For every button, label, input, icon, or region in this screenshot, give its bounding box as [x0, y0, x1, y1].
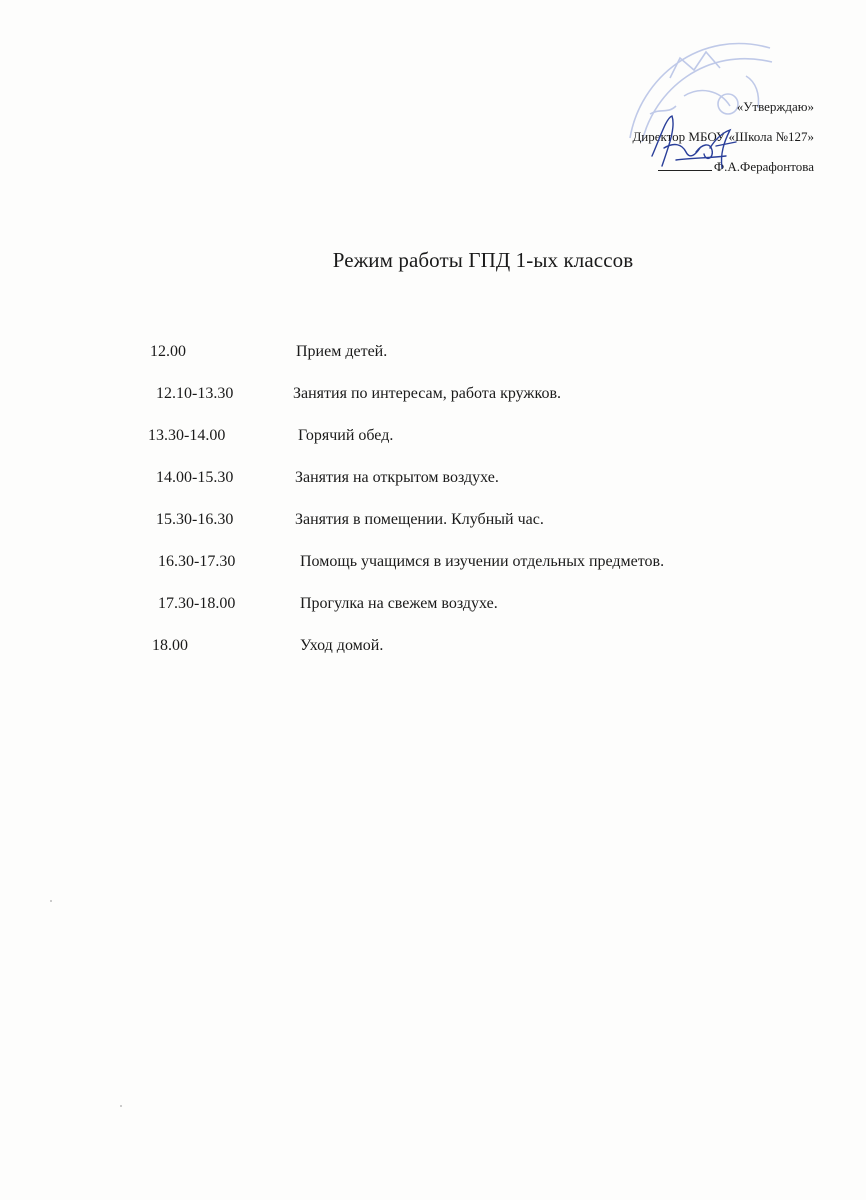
schedule-time: 12.00	[150, 343, 186, 360]
scan-speck	[50, 900, 52, 902]
schedule-activity: Занятия в помещении. Клубный час.	[295, 511, 544, 528]
schedule-time: 16.30-17.30	[158, 553, 236, 570]
schedule-activity: Занятия по интересам, работа кружков.	[293, 385, 561, 402]
schedule-row	[148, 587, 848, 629]
approve-label: «Утверждаю»	[736, 99, 814, 114]
page-title: Режим работы ГПД 1-ых классов	[332, 248, 634, 272]
schedule-row	[148, 503, 848, 545]
schedule-row	[148, 419, 848, 461]
schedule-row	[148, 545, 848, 587]
schedule-activity: Занятия на открытом воздухе.	[295, 469, 499, 486]
schedule-row	[148, 461, 848, 503]
schedule-time: 17.30-18.00	[158, 595, 236, 612]
schedule-activity: Помощь учащимся в изучении отдельных предметов.	[300, 553, 665, 570]
schedule-time: 15.30-16.30	[156, 511, 234, 528]
signatory-name: Ф.А.Ферафонтова	[713, 159, 814, 174]
schedule-time: 13.30-14.00	[148, 427, 226, 444]
schedule-row	[148, 335, 848, 377]
schedule-row	[148, 629, 848, 671]
schedule-activity: Горячий обед.	[298, 427, 394, 444]
schedule-time: 12.10-13.30	[156, 385, 234, 402]
director-line: Директор МБОУ «Школа №127»	[632, 129, 814, 144]
schedule-time: 18.00	[152, 637, 188, 654]
scan-speck	[120, 1105, 122, 1107]
schedule-activity: Уход домой.	[300, 637, 384, 654]
handwritten-signature	[646, 108, 742, 178]
schedule-activity: Прием детей.	[296, 343, 388, 360]
schedule-activity: Прогулка на свежем воздухе.	[300, 595, 498, 612]
schedule-time: 14.00-15.30	[156, 469, 234, 486]
schedule-row	[148, 377, 848, 419]
schedule-list	[148, 335, 848, 671]
